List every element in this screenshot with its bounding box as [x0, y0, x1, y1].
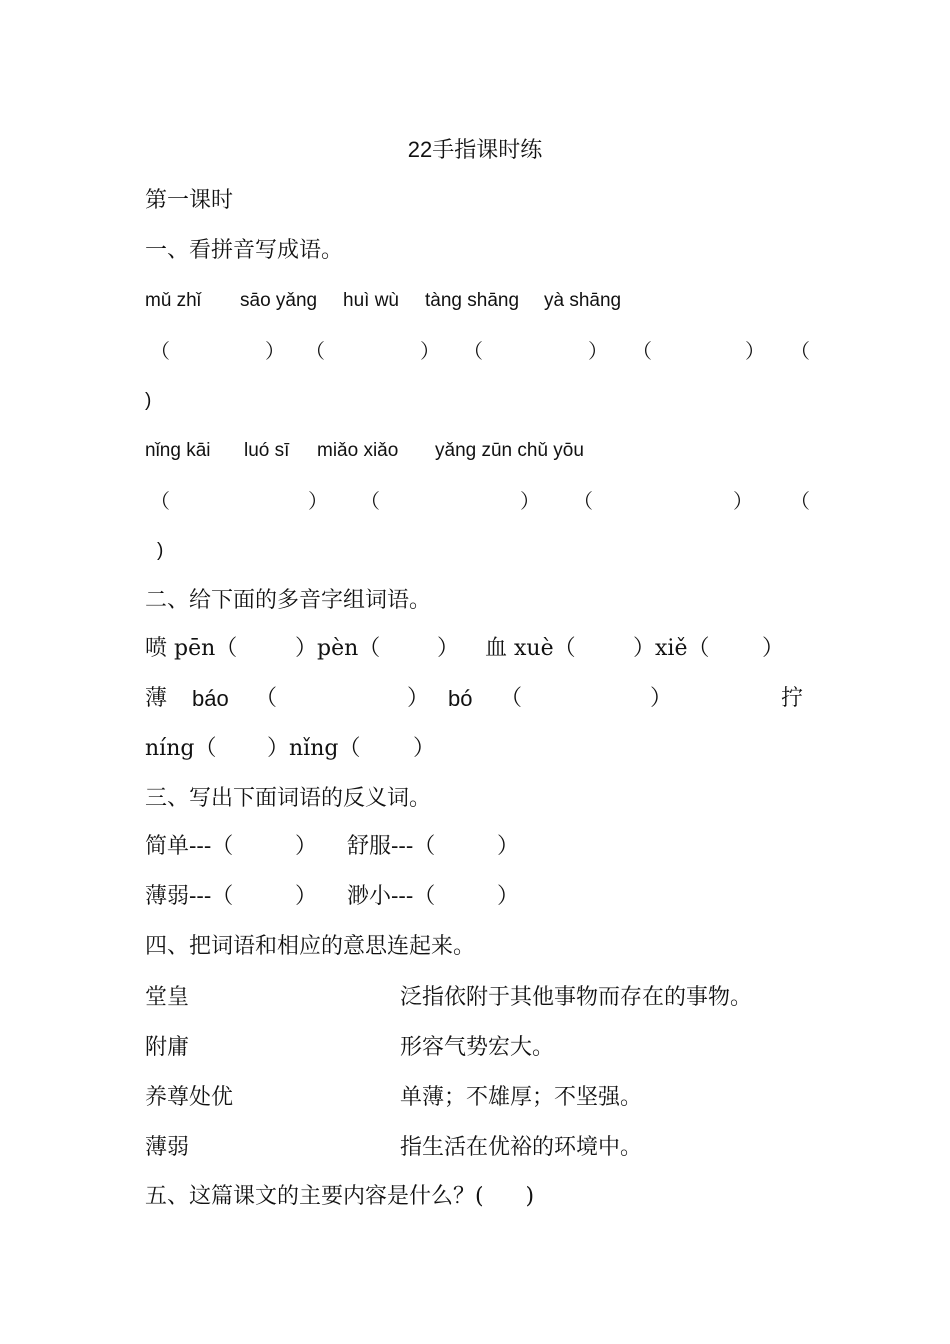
answer-open-paren: （ — [790, 339, 810, 363]
answer-close-paren: ） — [308, 489, 328, 513]
answer-open-paren: （ — [463, 339, 483, 363]
pinyin-item: sāo yǎng — [240, 290, 318, 311]
answer-open-paren: （ — [305, 339, 325, 363]
pinyin-item: miǎo xiǎo — [317, 440, 399, 461]
match-meaning: 泛指依附于其他事物而存在的事物。 — [400, 985, 753, 1010]
match-word: 薄弱 — [145, 1135, 190, 1160]
polyphone-xue: 血 xuè（ — [485, 636, 576, 661]
antonym-boruo: 薄弱---（ — [145, 884, 234, 909]
answer-close-paren: ） — [588, 339, 608, 363]
paren-close: ） — [295, 884, 318, 909]
paren-close: ） — [437, 636, 460, 661]
section1-wrap-paren-1: ) — [145, 390, 152, 411]
answer-close-paren: ） — [420, 339, 440, 363]
answer-open-paren: （ — [150, 339, 170, 363]
polyphone-bao-char: 薄 — [145, 686, 168, 711]
match-meaning: 形容气势宏大。 — [400, 1035, 555, 1060]
match-word: 堂皇 — [145, 985, 190, 1010]
paren-close: ） — [413, 736, 436, 761]
pinyin-item: mǔ zhǐ — [145, 290, 201, 311]
answer-close-paren: ） — [733, 489, 753, 513]
section1-wrap-paren-2: ) — [157, 540, 164, 561]
pinyin-item: huì wù — [343, 290, 399, 311]
answer-close-paren: ） — [520, 489, 540, 513]
answer-close-paren: ） — [265, 339, 285, 363]
answer-open-paren: （ — [790, 489, 810, 513]
antonym-miaoxiao: 渺小---（ — [347, 884, 436, 909]
antonym-shufu: 舒服---（ — [347, 834, 436, 859]
paren-close: ） — [650, 686, 673, 711]
paren-open: （ — [500, 686, 523, 711]
polyphone-ning: níng（ — [145, 736, 217, 761]
polyphone-pen-2: ）pèn（ — [295, 636, 381, 661]
match-meaning: 指生活在优裕的环境中。 — [400, 1135, 643, 1160]
pinyin-item: nǐng kāi — [145, 440, 211, 461]
pinyin-item: tàng shāng — [425, 290, 520, 311]
match-word: 附庸 — [145, 1035, 190, 1060]
match-meaning: 单薄；不雄厚；不坚强。 — [400, 1085, 643, 1110]
polyphone-ning-char: 拧 — [781, 686, 804, 711]
paren-close: ） — [407, 686, 430, 711]
paren-close: ） — [762, 636, 785, 661]
polyphone-xie: ）xiě（ — [633, 636, 710, 661]
lesson-label: 第一课时 — [145, 188, 234, 213]
polyphone-ning-2: ）nǐng（ — [267, 736, 361, 761]
paren-close: ） — [295, 834, 318, 859]
pinyin-item: yà shāng — [544, 290, 622, 311]
section5-heading: 五、这篇课文的主要内容是什么？( ) — [145, 1184, 535, 1209]
polyphone-bo: bó — [448, 686, 473, 711]
paren-close: ） — [497, 884, 520, 909]
section4-heading: 四、把词语和相应的意思连起来。 — [145, 934, 476, 959]
answer-open-paren: （ — [360, 489, 380, 513]
page-title — [0, 135, 950, 166]
polyphone-pen: 喷 pēn（ — [145, 636, 238, 661]
section2-heading: 二、给下面的多音字组词语。 — [145, 588, 432, 613]
antonym-jiandan: 简单---（ — [145, 834, 234, 859]
answer-open-paren: （ — [573, 489, 593, 513]
title-text: 22手指课时练 — [407, 137, 543, 162]
answer-open-paren: （ — [150, 489, 170, 513]
pinyin-item: yǎng zūn chǔ yōu — [435, 440, 584, 461]
polyphone-bao: báo — [192, 686, 229, 711]
answer-close-paren: ） — [745, 339, 765, 363]
paren-close: ） — [497, 834, 520, 859]
match-word: 养尊处优 — [145, 1085, 234, 1110]
section3-heading: 三、写出下面词语的反义词。 — [145, 786, 432, 811]
section1-heading: 一、看拼音写成语。 — [145, 238, 344, 263]
answer-open-paren: （ — [632, 339, 652, 363]
paren-open: （ — [255, 686, 278, 711]
pinyin-item: luó sī — [244, 440, 290, 461]
